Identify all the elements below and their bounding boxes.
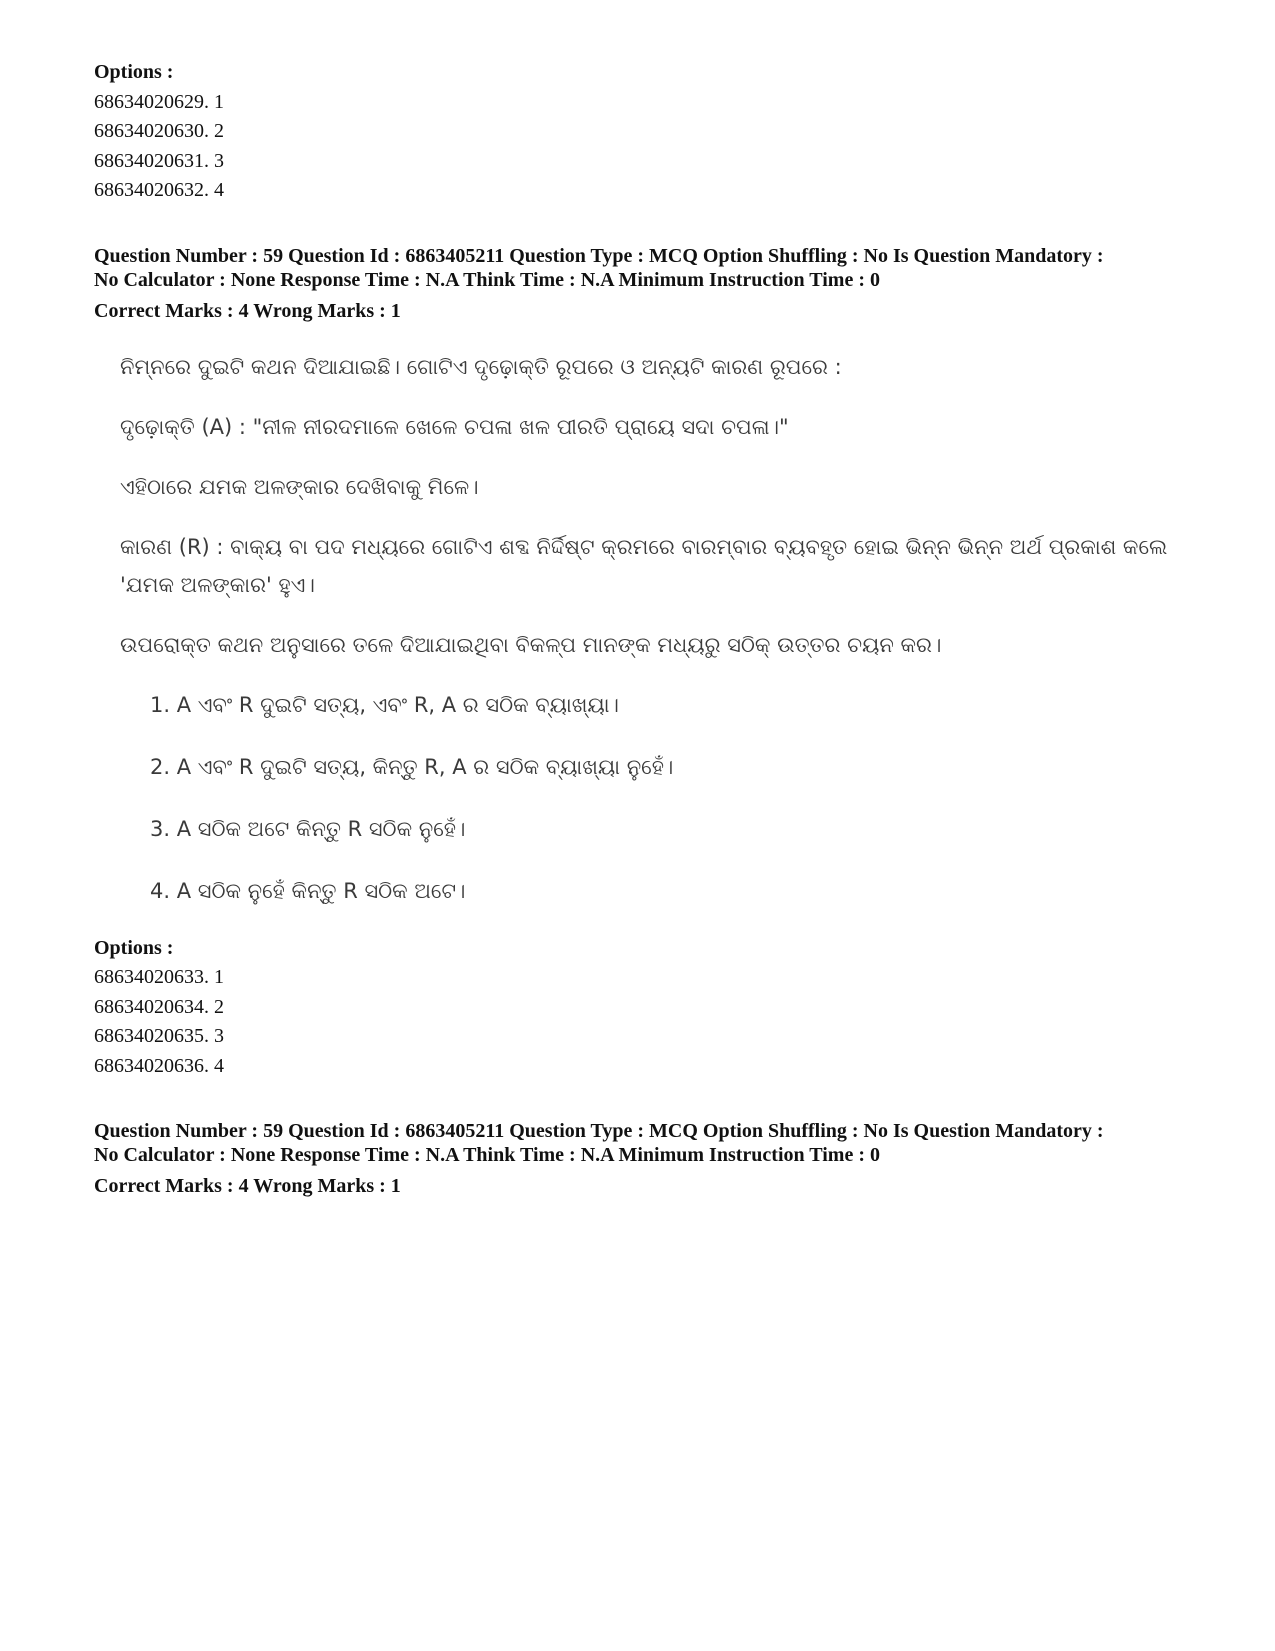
- question-choice-4: 4. A ସଠିକ ନୁହେଁ କିନ୍ତୁ R ସଠିକ ଅଟେ।: [150, 878, 466, 903]
- question-59-block: [94, 244, 1194, 1082]
- options-label: Options :: [94, 61, 174, 83]
- document-page: [94, 58, 1194, 1201]
- question-options-block: [94, 934, 1194, 1082]
- question-meta-line-1: Question Number : 59 Question Id : 6863405211 Question Type : MCQ Option Shuffling : No Is Question Mandatory :: [94, 1120, 1104, 1142]
- question-meta: [94, 1119, 1194, 1167]
- question-body: [120, 348, 1194, 910]
- option-item: 68634020633. 1: [94, 966, 224, 988]
- options-label: Options :: [94, 936, 174, 959]
- question-marks: Correct Marks : 4 Wrong Marks : 1: [94, 299, 401, 322]
- question-reason: କାରଣ (R) : ବାକ୍ୟ ବା ପଦ ମଧ୍ୟରେ ଗୋଟିଏ ଶବ୍ଦ ନିର୍ଦ୍ଦିଷ୍ଟ କ୍ରମରେ ବାରମ୍ବାର ବ୍ୟବହୃତ ହୋଇ ଭିନ୍ନ ଭିନ୍ନ ଅର୍ଥ ପ୍ରକାଶ କଲେ 'ଯମକ ଅଳଙ୍କାର' ହୁଏ।: [120, 534, 1168, 597]
- question-assertion-note: ଏହିଠାରେ ଯମକ ଅଳଙ୍କାର ଦେଖିବାକୁ ମିଳେ।: [120, 474, 479, 499]
- question-meta-line-2: No Calculator : None Response Time : N.A Think Time : N.A Minimum Instruction Time : 0: [94, 1144, 880, 1166]
- previous-options-block: [94, 58, 1194, 206]
- option-item: 68634020630. 2: [94, 120, 224, 142]
- question-choice-1: 1. A ଏବଂ R ଦୁଇଟି ସତ୍ୟ, ଏବଂ R, A ର ସଠିକ ବ୍ୟାଖ୍ୟା।: [150, 692, 619, 717]
- question-instruction: ଉପରୋକ୍ତ କଥନ ଅନୁସାରେ ତଳେ ଦିଆଯାଇଥିବା ବିକଳ୍ପ ମାନଙ୍କ ମଧ୍ୟରୁ ସଠିକ୍ ଉତ୍ତର ଚୟନ କର।: [120, 632, 942, 657]
- question-meta-line-2: No Calculator : None Response Time : N.A Think Time : N.A Minimum Instruction Time : 0: [94, 268, 880, 291]
- question-choice-2: 2. A ଏବଂ R ଦୁଇଟି ସତ୍ୟ, କିନ୍ତୁ R, A ର ସଠିକ ବ୍ୟାଖ୍ୟା ନୁହେଁ।: [150, 754, 674, 779]
- option-item: 68634020636. 4: [94, 1054, 224, 1077]
- option-item: 68634020635. 3: [94, 1025, 224, 1047]
- question-intro: ନିମ୍ନରେ ଦୁଇଟି କଥନ ଦିଆଯାଇଛି। ଗୋଟିଏ ଦୃଢ଼ୋକ୍ତି ରୂପରେ ଓ ଅନ୍ୟଟି କାରଣ ରୂପରେ :: [120, 354, 842, 379]
- question-59-repeat-block: [94, 1119, 1194, 1201]
- question-choice-3: 3. A ସଠିକ ଅଟେ କିନ୍ତୁ R ସଠିକ ନୁହେଁ।: [150, 816, 466, 841]
- question-meta: [94, 244, 1194, 292]
- question-marks: Correct Marks : 4 Wrong Marks : 1: [94, 1175, 401, 1197]
- option-item: 68634020631. 3: [94, 149, 224, 172]
- question-meta-line-1: Question Number : 59 Question Id : 6863405211 Question Type : MCQ Option Shuffling : No Is Question Mandatory :: [94, 244, 1104, 267]
- option-item: 68634020634. 2: [94, 995, 224, 1018]
- question-assertion: ଦୃଢ଼ୋକ୍ତି (A) : "ନୀଳ ନୀରଦମାଳେ ଖେଳେ ଚପଳା ଖଳ ପୀରତି ପ୍ରାୟେ ସଦା ଚପଳା।": [120, 414, 789, 439]
- option-item: 68634020632. 4: [94, 179, 224, 201]
- option-item: 68634020629. 1: [94, 90, 224, 113]
